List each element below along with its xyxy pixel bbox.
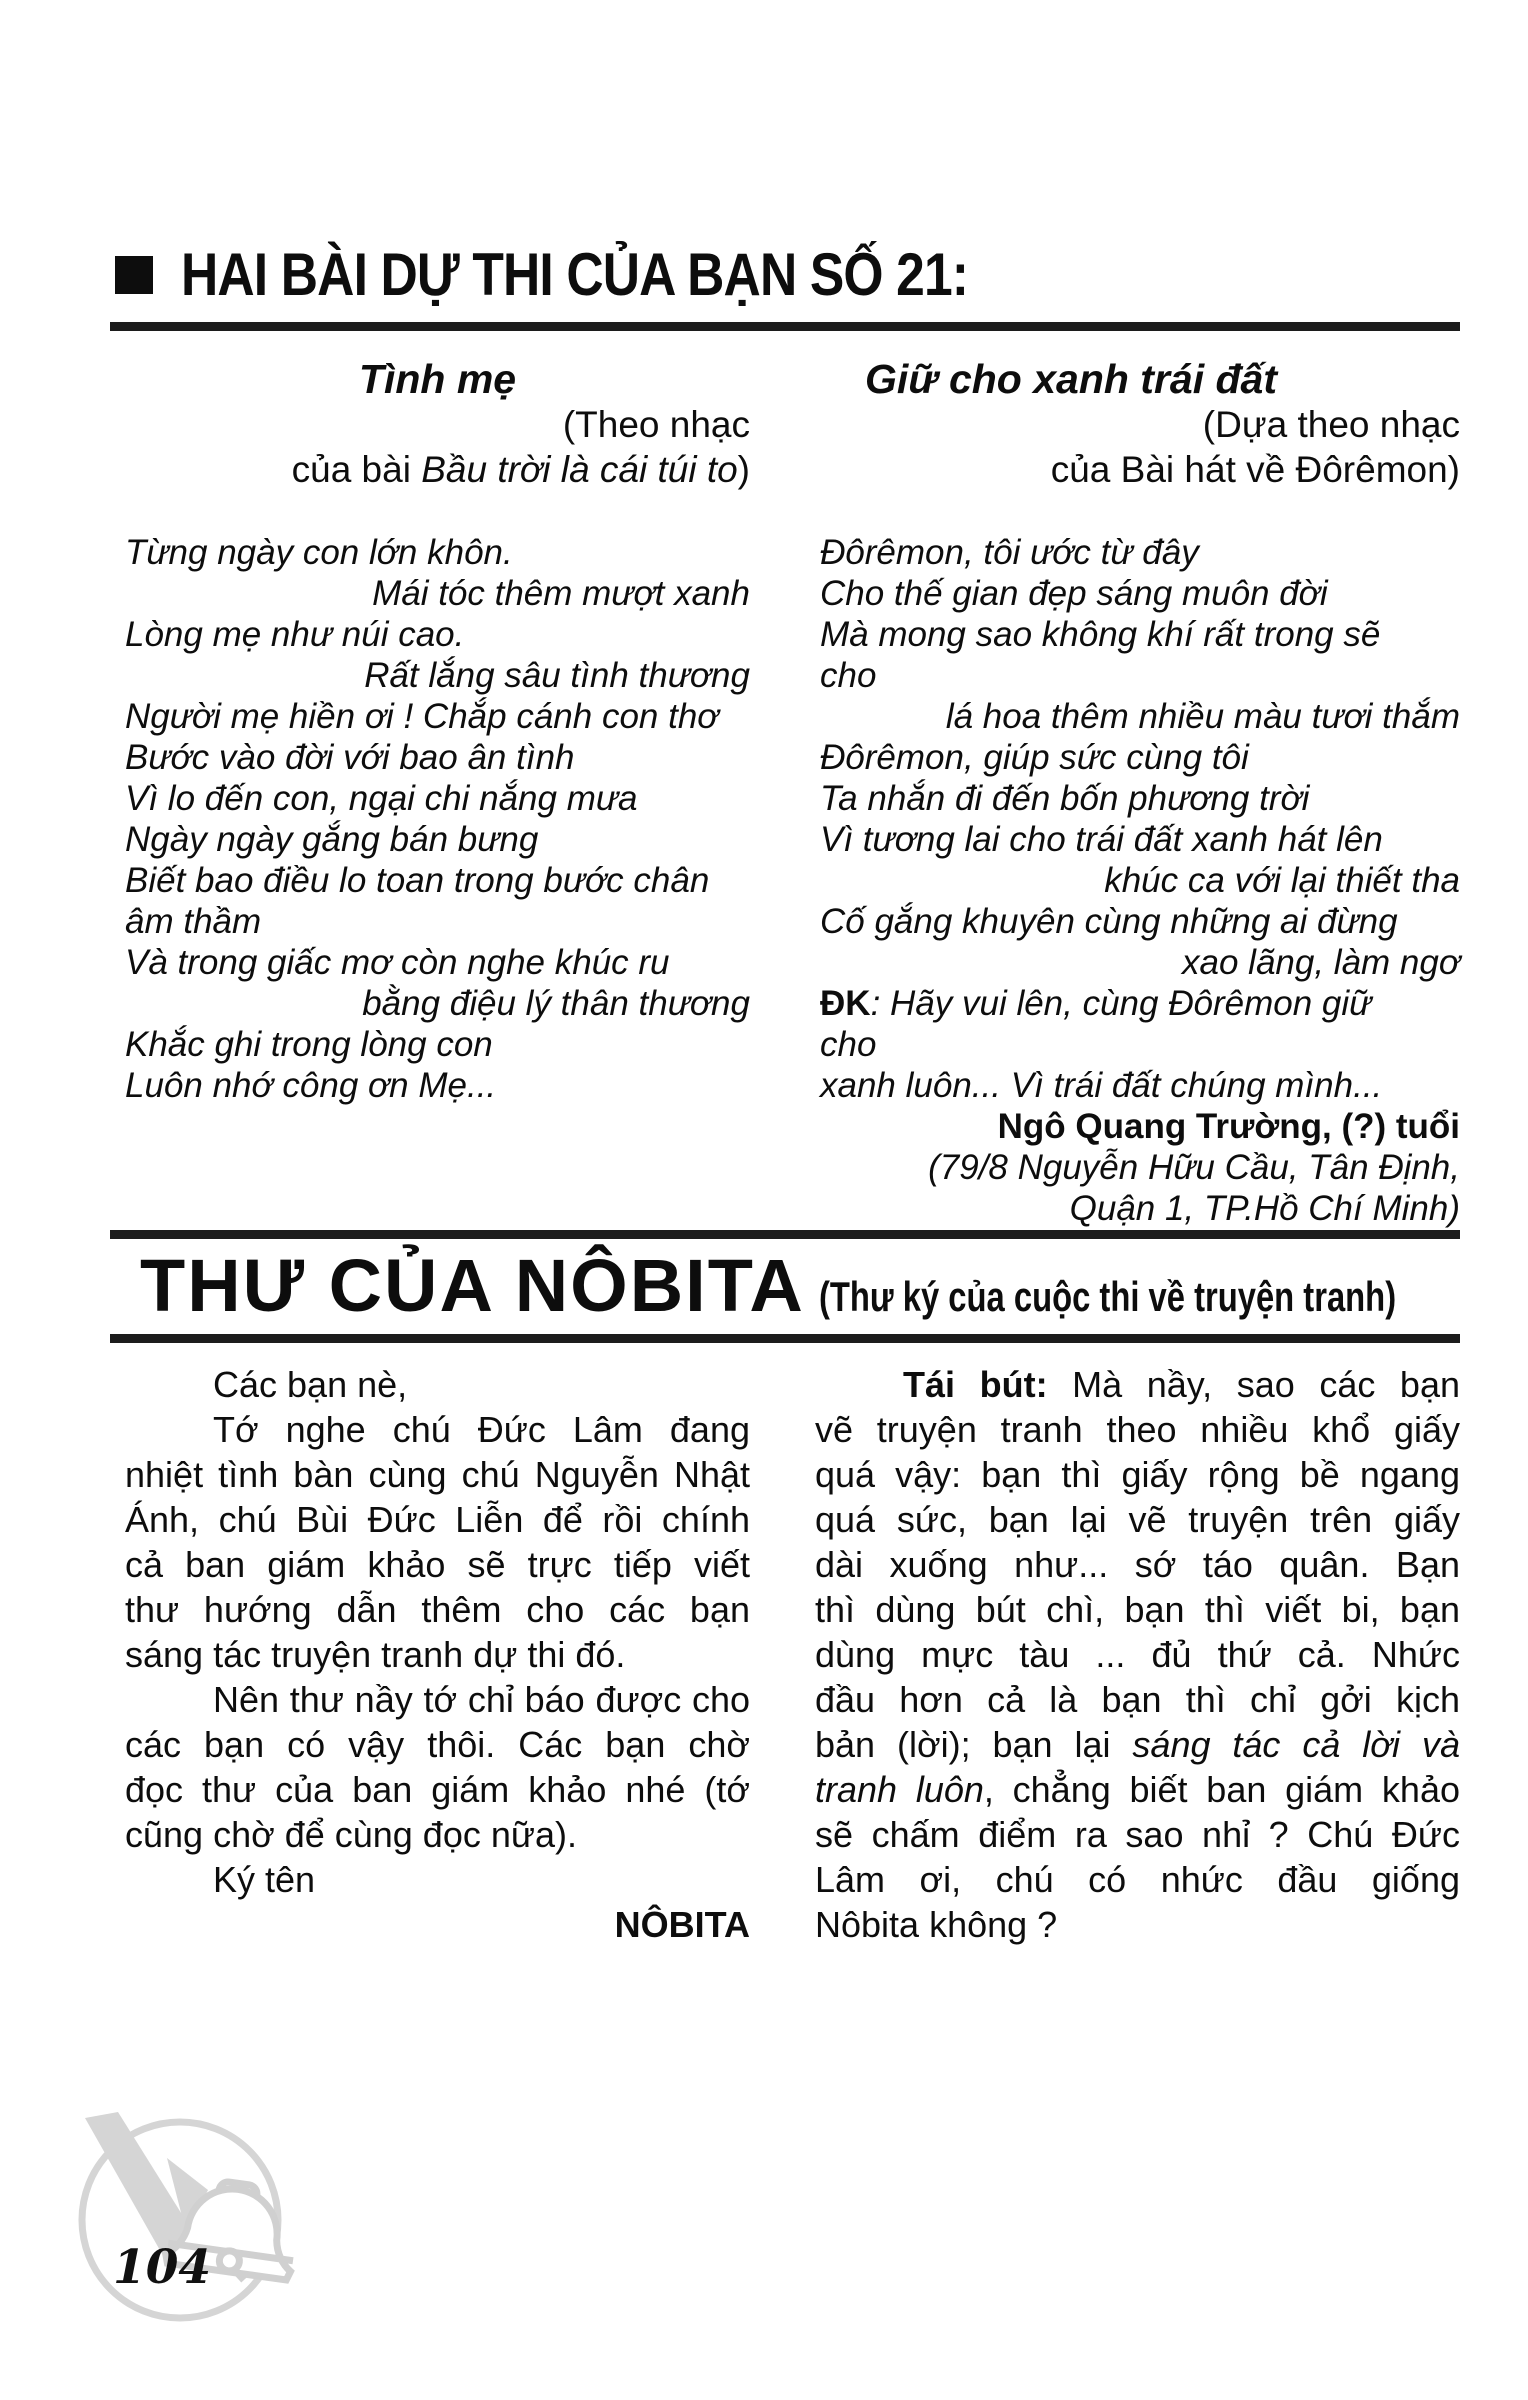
- letter-line: dài xuống như... sớ táo quân. Bạn: [815, 1544, 1460, 1585]
- poem-title: Tình mẹ: [358, 356, 517, 402]
- letter-line: Lâm ơi, chú có nhức đầu giống: [815, 1859, 1460, 1900]
- letter-line: thì dùng bút chì, bạn thì viết bi, bạn: [815, 1589, 1460, 1630]
- letter-line: tranh luôn, chẳng biết ban giám khảo: [815, 1769, 1460, 1810]
- poem-line: xanh luôn... Vì trái đất chúng mình...: [820, 1066, 1383, 1105]
- poem-byline-line: của Bài hát về Đôrêmon): [1050, 449, 1460, 490]
- poem-line: Đôrêmon, tôi ước từ đây: [820, 533, 1199, 572]
- poem-line: Ngô Quang Trường, (?) tuổi: [997, 1107, 1460, 1146]
- poem-line: Bước vào đời với bao ân tình: [125, 738, 575, 777]
- poem-line: Đôrêmon, giúp sức cùng tôi: [820, 738, 1249, 777]
- poem-line: Khắc ghi trong lòng con: [125, 1025, 493, 1064]
- letter-line: thư hướng dẫn thêm cho các bạn: [125, 1589, 750, 1630]
- poem-line: cho: [820, 1025, 877, 1064]
- letter-line: đọc thư của ban giám khảo nhé (tớ: [125, 1769, 750, 1810]
- letter-line: Nôbita không ?: [815, 1904, 1058, 1945]
- poem-byline-line: (Dựa theo nhạc: [1202, 404, 1460, 445]
- poem-line: Biết bao điều lo toan trong bước chân: [125, 861, 710, 900]
- poem-lines: [125, 532, 750, 1106]
- letter-subtitle: (Thư ký của cuộc thi về truyện tranh): [819, 1273, 1397, 1320]
- poem-column-giu-cho-xanh: [820, 356, 1460, 1229]
- poem-line: Ngày ngày gắng bán bưng: [125, 820, 539, 859]
- square-bullet-icon: [115, 256, 153, 294]
- poem-line: Mái tóc thêm mượt xanh: [372, 574, 750, 613]
- poem-line: Luôn nhớ công ơn Mẹ...: [125, 1066, 497, 1105]
- poem-line: bằng điệu lý thân thương: [362, 984, 750, 1023]
- letter-line: Tớ nghe chú Đức Lâm đang: [213, 1409, 750, 1450]
- poem-byline: [125, 402, 750, 492]
- doraemon-bell-logo: [50, 2085, 310, 2335]
- letter-title: THƯ CỦA NÔBITA: [140, 1244, 805, 1327]
- letter-line: Nên thư nầy tớ chỉ báo được cho: [213, 1679, 750, 1720]
- horizontal-divider: [110, 1230, 1460, 1239]
- letter-column-right: [815, 1362, 1460, 1947]
- letter-line: Tái bút: Mà nầy, sao các bạn: [903, 1364, 1460, 1405]
- poem-line: lá hoa thêm nhiều màu tươi thắm: [945, 697, 1460, 736]
- poem-line: (79/8 Nguyễn Hữu Cầu, Tân Định,: [928, 1148, 1460, 1187]
- contest-title: HAI BÀI DỰ THI CỦA BẠN SỐ 21:: [181, 241, 969, 308]
- poem-line: ĐK: Hãy vui lên, cùng Đôrêmon giữ: [820, 984, 1372, 1023]
- letter-line: Các bạn nè,: [213, 1364, 408, 1405]
- poem-line: Mà mong sao không khí rất trong sẽ: [820, 615, 1381, 654]
- poem-line: Từng ngày con lớn khôn.: [125, 533, 513, 572]
- poem-line: xao lãng, làm ngơ: [1182, 943, 1460, 982]
- letter-line: dùng mực tàu ... đủ thứ cả. Nhức: [815, 1634, 1460, 1675]
- poem-column-tinh-me: [125, 356, 750, 1229]
- poem-line: Cố gắng khuyên cùng những ai đừng: [820, 902, 1398, 941]
- poem-line: Người mẹ hiền ơi ! Chắp cánh con thơ: [125, 697, 719, 736]
- letter-line: sẽ chấm điểm ra sao nhỉ ? Chú Đức: [815, 1814, 1460, 1855]
- poems-section: [110, 356, 1460, 1229]
- poem-line: Quận 1, TP.Hồ Chí Minh): [1069, 1189, 1460, 1228]
- letter-column-left: [125, 1362, 750, 1947]
- poem-line: Lòng mẹ như núi cao.: [125, 615, 465, 654]
- poem-line: Vì lo đến con, ngại chi nắng mưa: [125, 779, 638, 818]
- poem-byline-line: (Theo nhạc: [562, 404, 750, 445]
- poem-lines: [820, 532, 1460, 1229]
- letter-line: cả ban giám khảo sẽ trực tiếp viết: [125, 1544, 750, 1585]
- letter-line: Ánh, chú Bùi Đức Liễn để rồi chính: [125, 1499, 750, 1540]
- letter-line: NÔBITA: [614, 1904, 750, 1945]
- poem-line: cho: [820, 656, 877, 695]
- poem-line: Vì tương lai cho trái đất xanh hát lên: [820, 820, 1383, 859]
- poem-line: Cho thế gian đẹp sáng muôn đời: [820, 574, 1328, 613]
- letter-line: sáng tác truyện tranh dự thi đó.: [125, 1634, 626, 1675]
- letter-body: [110, 1362, 1460, 1947]
- letter-line: quá vậy: bạn thì giấy rộng bề ngang: [815, 1454, 1460, 1495]
- letter-line: nhiệt tình bàn cùng chú Nguyễn Nhật: [125, 1454, 750, 1495]
- horizontal-divider: [110, 1334, 1460, 1343]
- letter-line: vẽ truyện tranh theo nhiều khổ giấy: [815, 1409, 1460, 1450]
- poem-title: Giữ cho xanh trái đất: [865, 356, 1278, 402]
- letter-line: bản (lời); bạn lại sáng tác cả lời và: [815, 1724, 1460, 1765]
- poem-byline-line: của bài Bầu trời là cái túi to): [291, 449, 750, 490]
- page-number: 104: [113, 2240, 212, 2295]
- contest-section-header: [115, 240, 1096, 309]
- poem-line: Rất lắng sâu tình thương: [364, 656, 750, 695]
- poem-line: âm thầm: [125, 902, 262, 941]
- letter-line: cũng chờ để cùng đọc nữa).: [125, 1814, 577, 1855]
- poem-line: Và trong giấc mơ còn nghe khúc ru: [125, 943, 670, 982]
- poem-line: Ta nhắn đi đến bốn phương trời: [820, 779, 1310, 818]
- horizontal-divider: [110, 322, 1460, 331]
- letter-line: các bạn có vậy thôi. Các bạn chờ: [125, 1724, 750, 1765]
- letter-section-header: [140, 1243, 1528, 1328]
- letter-line: Ký tên: [213, 1859, 316, 1900]
- poem-line: khúc ca với lại thiết tha: [1104, 861, 1460, 900]
- letter-line: quá sức, bạn lại vẽ truyện trên giấy: [815, 1499, 1460, 1540]
- poem-byline: [820, 402, 1460, 492]
- letter-line: đầu hơn cả là bạn thì chỉ gởi kịch: [815, 1679, 1460, 1720]
